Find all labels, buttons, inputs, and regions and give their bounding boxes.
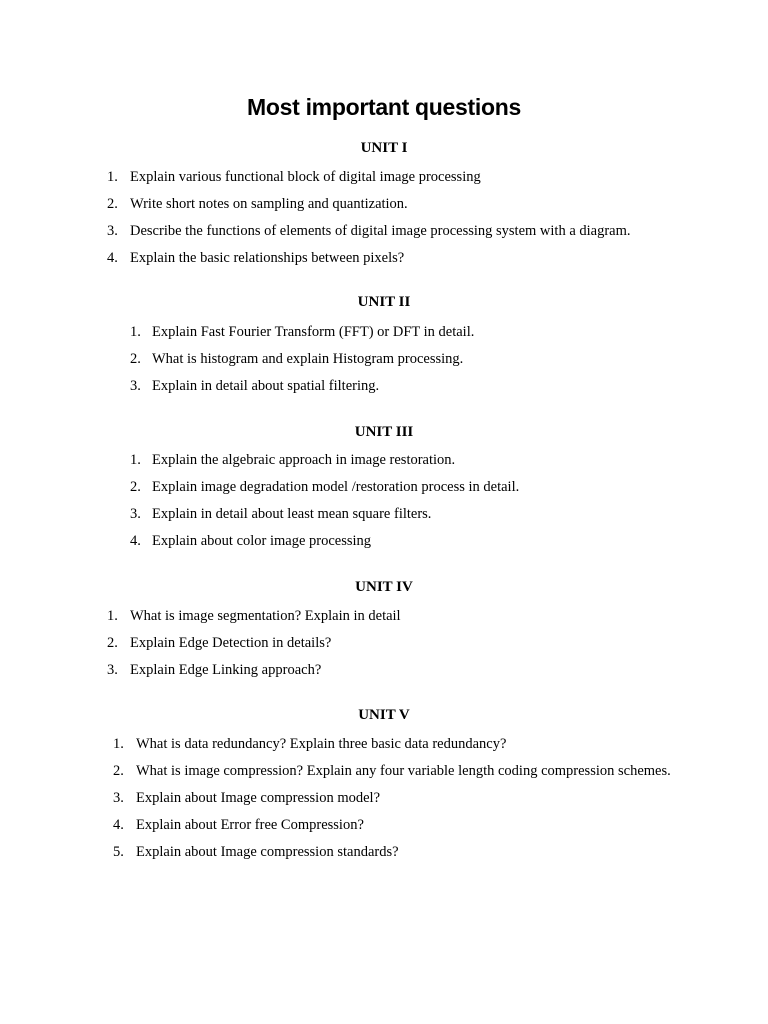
- question-number: 1.: [107, 169, 118, 185]
- question-item: [107, 657, 667, 684]
- question-number: 1.: [107, 608, 118, 624]
- question-number: 1.: [130, 452, 141, 468]
- question-text: Write short notes on sampling and quantization.: [130, 196, 408, 212]
- question-number: 3.: [107, 223, 118, 239]
- question-text: Explain the algebraic approach in image restoration.: [152, 452, 456, 468]
- question-text: Explain image degradation model /restoration process in detail.: [152, 479, 520, 495]
- unit-heading-2: UNIT II: [357, 294, 411, 310]
- question-number: 4.: [113, 817, 124, 833]
- question-text: Explain in detail about spatial filtering.: [152, 378, 380, 394]
- question-text: Explain about color image processing: [152, 533, 372, 549]
- question-item: [107, 630, 667, 657]
- question-text: What is image segmentation? Explain in detail: [130, 608, 401, 624]
- question-item: [113, 812, 678, 839]
- question-number: 3.: [107, 662, 118, 678]
- question-text: Explain about Image compression model?: [136, 790, 381, 806]
- question-text: Explain Edge Linking approach?: [130, 662, 322, 678]
- unit-4-question-list: [107, 603, 667, 684]
- unit-2-question-list: [130, 319, 670, 400]
- question-number: 1.: [113, 736, 124, 752]
- question-item: [130, 373, 670, 400]
- question-number: 3.: [113, 790, 124, 806]
- question-text: What is data redundancy? Explain three basic data redundancy?: [136, 736, 507, 752]
- page-title: Most important questions: [247, 94, 521, 120]
- question-item: [113, 839, 678, 866]
- question-item: [130, 447, 670, 474]
- question-number: 4.: [107, 250, 118, 266]
- question-text: Explain about Error free Compression?: [136, 817, 364, 833]
- question-item: [113, 731, 678, 758]
- unit-heading-4: UNIT IV: [355, 579, 413, 595]
- question-number: 3.: [130, 506, 141, 522]
- question-text: Explain in detail about least mean square filters.: [152, 506, 432, 522]
- question-number: 2.: [113, 763, 124, 779]
- question-item: [107, 603, 667, 630]
- question-number: 1.: [130, 324, 141, 340]
- question-item: [130, 501, 670, 528]
- question-number: 2.: [130, 479, 141, 495]
- unit-heading-5: UNIT V: [358, 707, 410, 723]
- question-text: Explain various functional block of digital image processing: [130, 169, 481, 185]
- question-text: Explain Edge Detection in details?: [130, 635, 332, 651]
- question-text: What is image compression? Explain any four variable length coding compression schemes.: [136, 763, 671, 779]
- question-text: Explain about Image compression standards?: [136, 844, 399, 860]
- question-item: [113, 758, 678, 785]
- question-item: [130, 474, 670, 501]
- question-number: 2.: [107, 635, 118, 651]
- question-number: 4.: [130, 533, 141, 549]
- unit-heading-1: UNIT I: [360, 140, 408, 156]
- question-item: [107, 245, 667, 272]
- unit-1-question-list: [107, 164, 667, 272]
- unit-heading-3: UNIT III: [354, 424, 414, 440]
- question-number: 2.: [130, 351, 141, 367]
- question-number: 2.: [107, 196, 118, 212]
- question-text: Describe the functions of elements of digital image processing system with a diagram.: [130, 223, 631, 239]
- unit-5-question-list: [113, 731, 678, 866]
- question-item: [130, 528, 670, 555]
- question-text: What is histogram and explain Histogram processing.: [152, 351, 464, 367]
- question-number: 3.: [130, 378, 141, 394]
- question-item: [107, 218, 667, 245]
- question-number: 5.: [113, 844, 124, 860]
- unit-3-question-list: [130, 447, 670, 555]
- question-item: [107, 191, 667, 218]
- question-text: Explain Fast Fourier Transform (FFT) or DFT in detail.: [152, 324, 475, 340]
- question-item: [107, 164, 667, 191]
- question-text: Explain the basic relationships between pixels?: [130, 250, 405, 266]
- question-item: [130, 346, 670, 373]
- question-item: [130, 319, 670, 346]
- question-item: [113, 785, 678, 812]
